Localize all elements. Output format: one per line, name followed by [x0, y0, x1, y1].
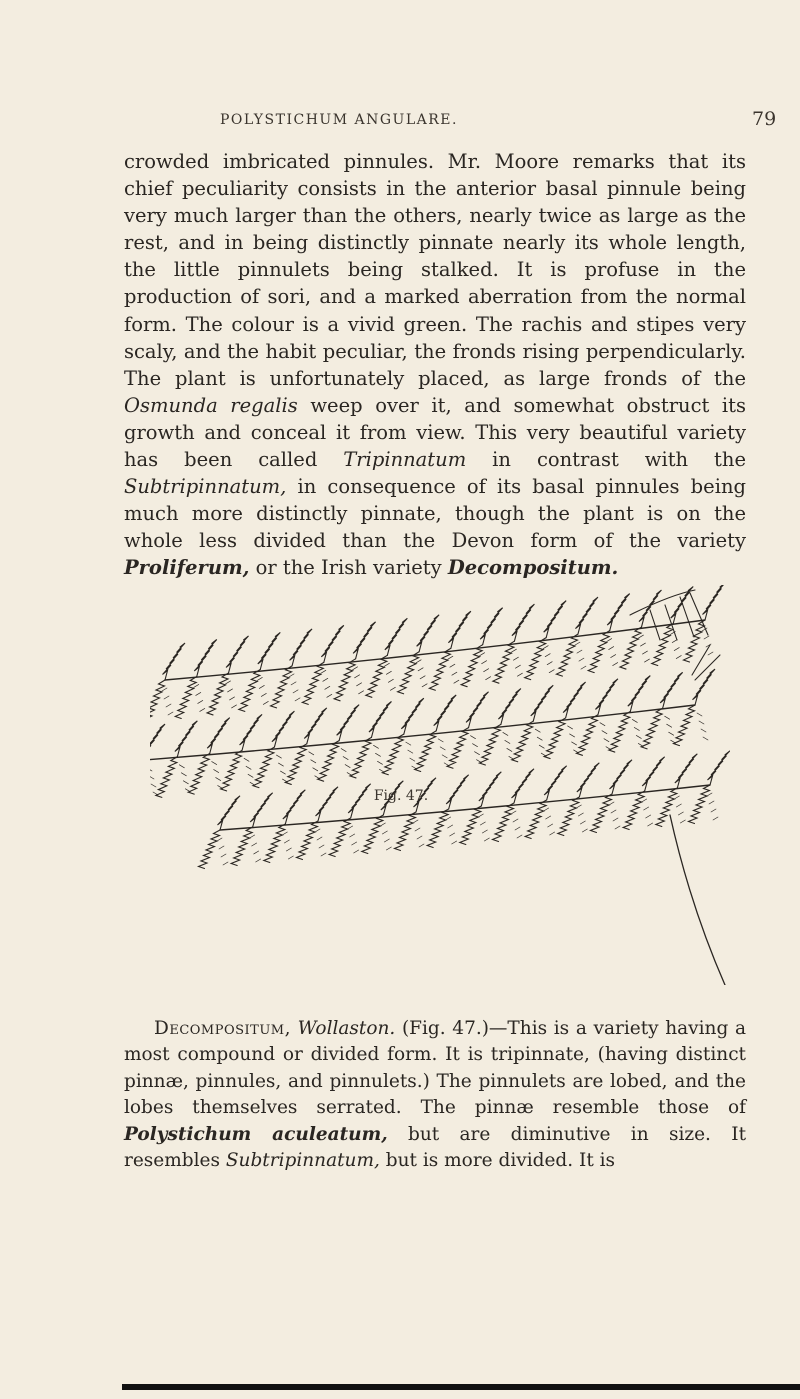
vein	[602, 731, 607, 734]
vein	[263, 701, 268, 704]
pinnule-upper	[575, 597, 598, 634]
vein	[353, 667, 358, 670]
vein	[168, 712, 173, 715]
vein	[578, 813, 583, 816]
vein	[309, 752, 314, 755]
pinnule-upper	[417, 615, 440, 652]
vein	[543, 646, 548, 649]
vein	[284, 840, 289, 843]
page-number: 79	[752, 108, 777, 130]
vein	[317, 837, 322, 840]
pinnule-upper	[693, 669, 716, 705]
vein	[450, 833, 455, 836]
pinnule-lower	[641, 708, 662, 749]
vein	[642, 651, 647, 654]
pinnule-lower	[253, 747, 275, 788]
pinnule-lower	[609, 711, 631, 752]
vein	[406, 742, 411, 745]
vein	[250, 835, 255, 838]
pinnule-upper	[703, 585, 726, 620]
vein	[607, 639, 612, 642]
vein	[166, 704, 171, 707]
vein	[288, 856, 293, 859]
pinnule-lower	[556, 634, 578, 676]
vein	[676, 804, 681, 807]
pinnule-lower	[382, 734, 404, 775]
vein	[327, 694, 332, 697]
vein	[415, 828, 420, 831]
pinnule-upper	[258, 632, 281, 669]
vein	[151, 784, 156, 787]
vein	[212, 762, 217, 765]
vein	[348, 826, 353, 829]
pinnule-lower	[239, 669, 261, 711]
vein	[697, 713, 702, 716]
variety-tripinnatum: Tripinnatum	[343, 448, 467, 472]
vein	[452, 672, 457, 675]
vein	[678, 812, 683, 815]
vein	[200, 708, 205, 711]
vein	[674, 648, 679, 651]
pinnule-upper	[290, 629, 313, 666]
vein	[416, 660, 421, 663]
vein	[228, 689, 233, 692]
pinnule-upper	[480, 608, 503, 645]
pinnule-lower	[231, 827, 253, 866]
pinnule-lower	[221, 750, 243, 791]
vein	[388, 679, 393, 682]
vein	[216, 778, 221, 781]
vein	[438, 739, 443, 742]
vein	[419, 844, 424, 847]
vein	[515, 827, 520, 830]
vein	[321, 853, 326, 856]
vein	[537, 737, 542, 740]
pinnule-lower	[652, 624, 674, 666]
text-run: in consequence of its basal pinnules being much more distinctly pinnate, though the plant is on the whole less divided than the Devon form of the variety	[124, 475, 746, 553]
vein	[604, 739, 609, 742]
vein	[515, 665, 520, 668]
vein	[503, 732, 508, 735]
frond-drawing	[150, 585, 730, 985]
vein	[450, 664, 455, 667]
vein	[644, 659, 649, 662]
vein	[638, 635, 643, 638]
pinnule-lower	[525, 638, 547, 680]
variety-subtripinnatum-ref: Subtripinnatum,	[225, 1150, 380, 1172]
pinnule-lower	[525, 800, 547, 839]
vein	[223, 862, 228, 865]
pinnule-lower	[264, 824, 285, 863]
vein	[703, 737, 708, 740]
vein	[219, 846, 224, 849]
vein	[473, 744, 478, 747]
vein	[354, 850, 359, 853]
vein	[162, 688, 167, 691]
vein	[576, 805, 581, 808]
pinnule-lower	[493, 803, 515, 842]
vein	[482, 661, 487, 664]
vein	[256, 859, 261, 862]
vein	[345, 765, 350, 768]
vein	[545, 654, 550, 657]
vein	[486, 677, 491, 680]
variety-proliferum: Proliferum,	[124, 556, 250, 580]
vein	[478, 814, 483, 817]
pinnule-upper	[671, 587, 694, 624]
vein	[613, 663, 618, 666]
vein	[535, 729, 540, 732]
pinnule-upper	[304, 708, 327, 744]
vein	[713, 817, 718, 820]
vein	[150, 776, 154, 779]
text-run: weep over it, and somewhat obstruct its growth and conceal it from view. This very beautiful variety has been called	[124, 393, 747, 472]
pinnule-lower	[318, 741, 340, 782]
vein	[384, 839, 389, 842]
variety-subtripinnatum: Subtripinnatum,	[124, 475, 287, 499]
pinnule-lower	[544, 718, 566, 759]
figure-caption-text: Fig. 47.	[373, 788, 429, 804]
vein	[517, 673, 522, 676]
vein	[636, 735, 641, 738]
vein	[325, 686, 330, 689]
pinnule-lower	[674, 705, 696, 746]
vein	[648, 823, 653, 826]
pinnule-upper	[369, 701, 392, 737]
vein	[699, 721, 704, 724]
vein	[613, 818, 618, 821]
pinnule-lower	[620, 627, 642, 669]
vein	[183, 781, 188, 784]
vein	[257, 677, 262, 680]
vein	[164, 696, 169, 699]
vein	[611, 655, 616, 658]
vein	[252, 843, 257, 846]
vein	[355, 675, 360, 678]
vein	[448, 825, 453, 828]
vein	[420, 676, 425, 679]
pinnule-lower	[576, 715, 598, 756]
pinnule-upper	[628, 676, 651, 712]
vein	[577, 650, 582, 653]
pinnule-upper	[150, 724, 165, 760]
stipe	[670, 815, 725, 985]
vein	[454, 680, 459, 683]
pinnule-upper	[498, 689, 520, 725]
vein	[244, 758, 249, 761]
vein	[194, 684, 199, 687]
vein	[665, 716, 670, 719]
pinnule-upper	[660, 672, 682, 708]
vein	[646, 815, 651, 818]
pinnule-upper	[240, 714, 263, 750]
pinnule-lower	[297, 821, 319, 860]
vein	[214, 770, 219, 773]
vein	[232, 705, 237, 708]
vein	[280, 771, 285, 774]
vein	[291, 682, 296, 685]
vein	[384, 663, 389, 666]
vein	[373, 745, 378, 748]
vein	[380, 823, 385, 826]
vein	[311, 760, 316, 763]
vein	[680, 820, 685, 823]
vein	[221, 854, 226, 857]
pinnule-lower	[427, 809, 449, 848]
pinnule-lower	[285, 744, 307, 785]
pinnule-upper	[337, 705, 360, 741]
vein	[581, 666, 586, 669]
pinnule-lower	[684, 620, 706, 662]
vein	[570, 734, 575, 737]
vein	[711, 809, 716, 812]
vein	[248, 774, 253, 777]
vein	[282, 832, 287, 835]
rachis	[165, 620, 705, 680]
vein	[390, 687, 395, 690]
species-polystichum: Polystichum aculeatum,	[124, 1123, 388, 1145]
vein	[517, 835, 522, 838]
vein	[286, 848, 291, 851]
author-name: Wollaston.	[297, 1018, 396, 1039]
paragraph-intro	[124, 148, 746, 582]
variety-name: Decompositum,	[154, 1018, 292, 1039]
paragraph-decompositum	[124, 1016, 746, 1174]
vein	[341, 749, 346, 752]
vein	[704, 636, 709, 639]
pinnule-lower	[150, 680, 165, 722]
pinnule-lower	[460, 806, 482, 845]
vein	[230, 697, 235, 700]
frond-tip	[630, 590, 708, 640]
pinnule-lower	[512, 721, 534, 762]
pinnule-lower	[395, 812, 417, 851]
vein	[217, 838, 222, 841]
vein	[482, 830, 487, 833]
vein	[582, 829, 587, 832]
pinnule-upper	[512, 604, 534, 641]
vein	[548, 824, 553, 827]
pinnule-upper	[207, 718, 229, 754]
vein	[568, 726, 573, 729]
pinnule-upper	[544, 601, 567, 638]
pinnule-lower	[350, 737, 372, 778]
pinnule-upper	[434, 695, 457, 731]
vein	[343, 757, 348, 760]
pinnule-lower	[175, 676, 197, 718]
pinnule-upper	[595, 679, 618, 715]
pinnule-upper	[642, 757, 665, 791]
vein	[259, 685, 264, 688]
vein	[377, 761, 382, 764]
vein	[484, 838, 489, 841]
vein	[480, 653, 485, 656]
vein	[667, 724, 672, 727]
text-run: crowded imbricated pinnules. Mr. Moore remarks that its chief peculiarity consists in the anterior basal pinnule being very much larger than the others, nearly twice as large as the rest, and in being distinctly pinnate nearly its whole length, the little pinnulets being stalked. It is profuse in the production of sori, and a marked aberration from the normal form. The colour is a vivid green. The rachis and stipes very scaly, and the habit peculiar, the fronds rising perpendicularly. The plant is unfortunately placed, as large fronds of the	[124, 150, 746, 390]
vein	[278, 763, 283, 766]
vein	[446, 817, 451, 820]
vein	[632, 719, 637, 722]
pinnule-upper	[448, 611, 471, 648]
vein	[611, 810, 616, 813]
vein	[676, 656, 681, 659]
vein	[276, 755, 281, 758]
vein	[544, 808, 549, 811]
running-title: POLYSTICHUM ANGULARE.	[220, 112, 458, 128]
vein	[513, 819, 518, 822]
bottom-rule	[122, 1384, 800, 1390]
vein	[254, 851, 259, 854]
variety-decompositum: Decompositum.	[447, 556, 619, 580]
vein	[549, 670, 554, 673]
vein	[475, 752, 480, 755]
pinnule-lower	[429, 648, 451, 690]
vein	[246, 766, 251, 769]
vein	[547, 662, 552, 665]
vein	[609, 647, 614, 650]
pinnule-lower	[207, 673, 229, 715]
vein	[575, 642, 580, 645]
fern-frond-illustration	[150, 585, 730, 985]
pinnule-upper	[385, 618, 408, 655]
vein	[315, 829, 320, 832]
pinnule-upper	[272, 711, 294, 747]
vein	[289, 674, 294, 677]
pinnule-lower	[199, 830, 221, 869]
pinnule-lower	[461, 645, 483, 687]
vein	[471, 736, 476, 739]
pinnule-upper	[466, 692, 489, 728]
vein	[313, 768, 318, 771]
pinnule-lower	[588, 631, 610, 673]
vein	[640, 643, 645, 646]
pinnule-upper	[353, 622, 376, 659]
vein	[350, 834, 355, 837]
vein	[198, 700, 203, 703]
vein	[546, 816, 551, 819]
vein	[321, 670, 326, 673]
vein	[579, 658, 584, 661]
vein	[226, 681, 231, 684]
pinnule-upper	[401, 698, 423, 734]
pinnule-lower	[479, 724, 501, 765]
vein	[442, 755, 447, 758]
vein	[615, 826, 620, 829]
pinnule-lower	[366, 655, 388, 697]
vein	[708, 652, 713, 655]
pinnule-lower	[271, 666, 293, 708]
pinnule-upper	[531, 685, 554, 721]
vein	[408, 750, 413, 753]
text-run: or the Irish variety	[249, 556, 448, 580]
pinnule-upper	[163, 643, 186, 680]
text-run: in contrast with the	[466, 448, 746, 472]
vein	[382, 831, 387, 834]
species-osmunda: Osmunda regalis	[124, 393, 298, 417]
vein	[319, 845, 324, 848]
pinnule-lower	[398, 652, 420, 694]
text-run: (Fig. 47.)—This is a variety having a most compound or divided form. It is tripinnate, (having distinct pinnæ, pinnules, and pinnulets.) The pinnulets are lobed, and the lobes themselves serrated. The pinnæ resemble those of	[124, 1018, 746, 1119]
vein	[359, 691, 364, 694]
pinnule-lower	[329, 818, 351, 857]
vein	[505, 740, 510, 743]
vein	[448, 656, 453, 659]
pinnule-upper	[175, 721, 198, 757]
vein	[507, 748, 512, 751]
vein	[261, 693, 266, 696]
vein	[452, 841, 457, 844]
pinnule-upper	[607, 594, 630, 631]
figure-caption	[0, 788, 800, 804]
vein	[539, 745, 544, 748]
vein	[513, 657, 518, 660]
vein	[550, 832, 555, 835]
vein	[572, 742, 577, 745]
vein	[386, 671, 391, 674]
pinnule-upper	[321, 625, 344, 662]
pinnule-upper	[563, 682, 586, 718]
vein	[511, 649, 516, 652]
pinnule-upper	[675, 754, 698, 788]
vein	[179, 765, 184, 768]
vein	[422, 684, 427, 687]
pinnule-upper	[226, 636, 249, 673]
pinnule-lower	[493, 641, 514, 683]
vein	[352, 842, 357, 845]
vein	[410, 758, 415, 761]
vein	[440, 747, 445, 750]
vein	[323, 678, 328, 681]
vein	[357, 683, 362, 686]
vein	[484, 669, 489, 672]
vein	[375, 753, 380, 756]
text-run: but is more divided. It is	[379, 1150, 616, 1172]
vein	[293, 690, 298, 693]
text-run: but are diminutive in size. It resembles	[124, 1123, 747, 1172]
pinnule-lower	[447, 728, 469, 769]
frond-tip	[692, 645, 720, 680]
vein	[634, 727, 639, 730]
vein	[386, 847, 391, 850]
page-header	[0, 108, 800, 134]
pinnule-lower	[302, 662, 324, 704]
vein	[150, 768, 152, 771]
vein	[701, 729, 706, 732]
vein	[511, 811, 516, 814]
pinnule-upper	[194, 639, 217, 676]
vein	[580, 821, 585, 824]
vein	[417, 836, 422, 839]
vein	[600, 723, 605, 726]
pinnule-lower	[362, 815, 384, 854]
vein	[644, 807, 649, 810]
vein	[418, 668, 423, 671]
pinnule-lower	[415, 731, 437, 772]
pinnule-upper	[708, 751, 731, 785]
vein	[295, 698, 300, 701]
pinnule-lower	[334, 659, 356, 701]
vein	[413, 820, 418, 823]
vein	[669, 732, 674, 735]
vein	[196, 692, 201, 695]
vein	[181, 773, 186, 776]
vein	[480, 822, 485, 825]
